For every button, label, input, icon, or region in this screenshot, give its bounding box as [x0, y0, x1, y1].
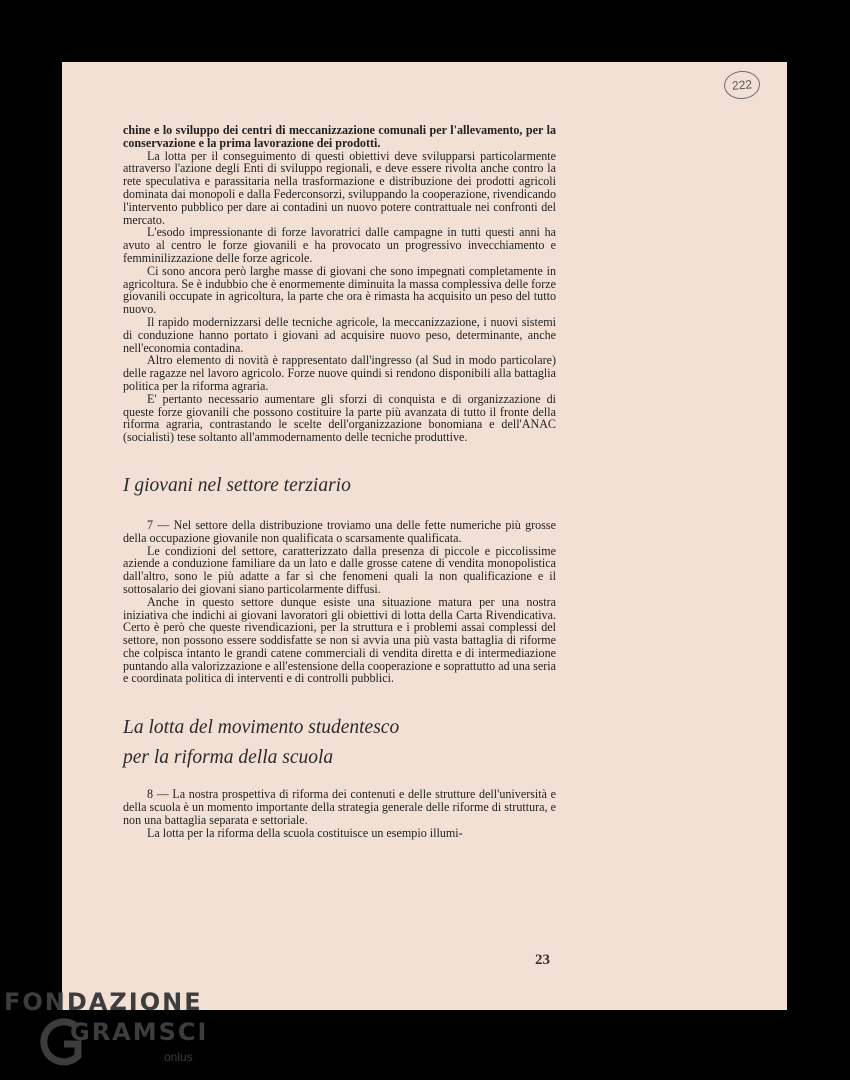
paragraph: Anche in questo settore dunque esiste una situazione matura per una nostra iniziativa che indichi ai giovani lavoratori gli obiettivi di lotta della Carta Rivendicativa. Certo è però che queste rivendicazioni, per la struttura e i problemi assai complessi del settore, non possono essere soddisfatte se non si avvia una più vasta battaglia di riforme che colpisca intanto le grandi catene commerciali di vendita diretta e di intermediazione puntando alla valorizzazione e all'estensione della cooperazione e soprattutto ad una seria e coordinata politica di interventi e di controlli pubblici.	[123, 594, 557, 686]
watermark-onlus: onlus	[164, 1050, 193, 1064]
paragraph: 7 — Nel settore della distribuzione troviamo una delle fette numeriche più grosse della occupazione giovanile non qualificata o scarsamente qualificata.	[123, 517, 556, 545]
paragraph: La lotta per la riforma della scuola costituisce un esempio illumi-	[147, 825, 463, 840]
paragraph: La lotta per il conseguimento di questi obiettivi deve svilupparsi particolarmente attraverso l'azione degli Enti di sviluppo regionali, e deve essere rivolta anche contro la rete speculativa e parassitaria nella trasformazione e distribuzione dei prodotti agricoli dominata dai monopoli e dalla Federconsorzi, sviluppando la cooperazione, rivendicando l'intervento pubblico per dare ai contadini un nuovo potere contrattuale nei confronti del mercato.	[123, 148, 556, 227]
section-heading-terziario: I giovani nel settore terziario	[123, 474, 351, 496]
paragraph: Ci sono ancora però larghe masse di giovani che sono impegnati completamente in agricoltura. Se è indubbio che è enormemente diminuita la massa complessiva delle forze giovanili occupate in agricoltura, la parte che ora è rimasta ha acquisito un peso del tutto nuovo.	[123, 263, 556, 317]
watermark-line-1: FONDAZIONE	[4, 988, 203, 1016]
paragraph-continuation: chine e lo sviluppo dei centri di meccanizzazione comunali per l'allevamento, per la conservazione e la prima lavorazione dei prodotti.	[123, 123, 556, 150]
page-number: 23	[535, 952, 550, 968]
paragraph: Le condizioni del settore, caratterizzato dalla presenza di piccole e piccolissime aziende a conduzione familiare da un lato e dalle grosse catene di vendita monopolistica dall'altro, sono le più adatte a far sì che fenomeni quali la non qualificazione e il sottosalario dei giovani siano particolarmente diffusi.	[123, 543, 556, 596]
section-heading-scuola: La lotta del movimento studentesco per la riforma della scuola	[123, 717, 400, 769]
paragraph: E' pertanto necessario aumentare gli sforzi di conquista e di organizzazione di queste forze giovanili che possono costituire la parte più avanzata di tutto il fronte della riforma agraria, contrastando le scelte dell'organizzazione bonomiana e dell'ANAC (socialisti) tese soltanto all'ammodernamento delle tecniche produttive.	[123, 391, 556, 445]
watermark-line-2: GRAMSCI	[70, 1018, 209, 1046]
paragraph: 8 — La nostra prospettiva di riforma dei contenuti e delle strutture dell'università e della scuola è un momento importante della strategia generale delle riforme di struttura, e non una battaglia separata e settoriale.	[123, 787, 556, 827]
fondazione-gramsci-watermark	[4, 988, 209, 1076]
document-page	[62, 62, 787, 1010]
page-body	[123, 124, 556, 839]
paragraph: L'esodo impressionante di forze lavoratrici dalle campagne in tutti questi anni ha avuto al centro le forze giovanili e ha provocato un progressivo invecchiamento e femminilizzazione delle forze agricole.	[123, 225, 556, 265]
archive-stamp: 222	[723, 70, 761, 100]
paragraph: Il rapido modernizzarsi delle tecniche agricole, la meccanizzazione, i nuovi sistemi di conduzione hanno portato i giovani ad acquisire nuovo peso, determinante, anche nell'economia contadina.	[123, 314, 556, 355]
paragraph: Altro elemento di novità è rappresentato dall'ingresso (al Sud in modo particolare) delle ragazze nel lavoro agricolo. Forze nuove quindi si rendono disponibili alla battaglia politica per la riforma agraria.	[123, 353, 556, 393]
